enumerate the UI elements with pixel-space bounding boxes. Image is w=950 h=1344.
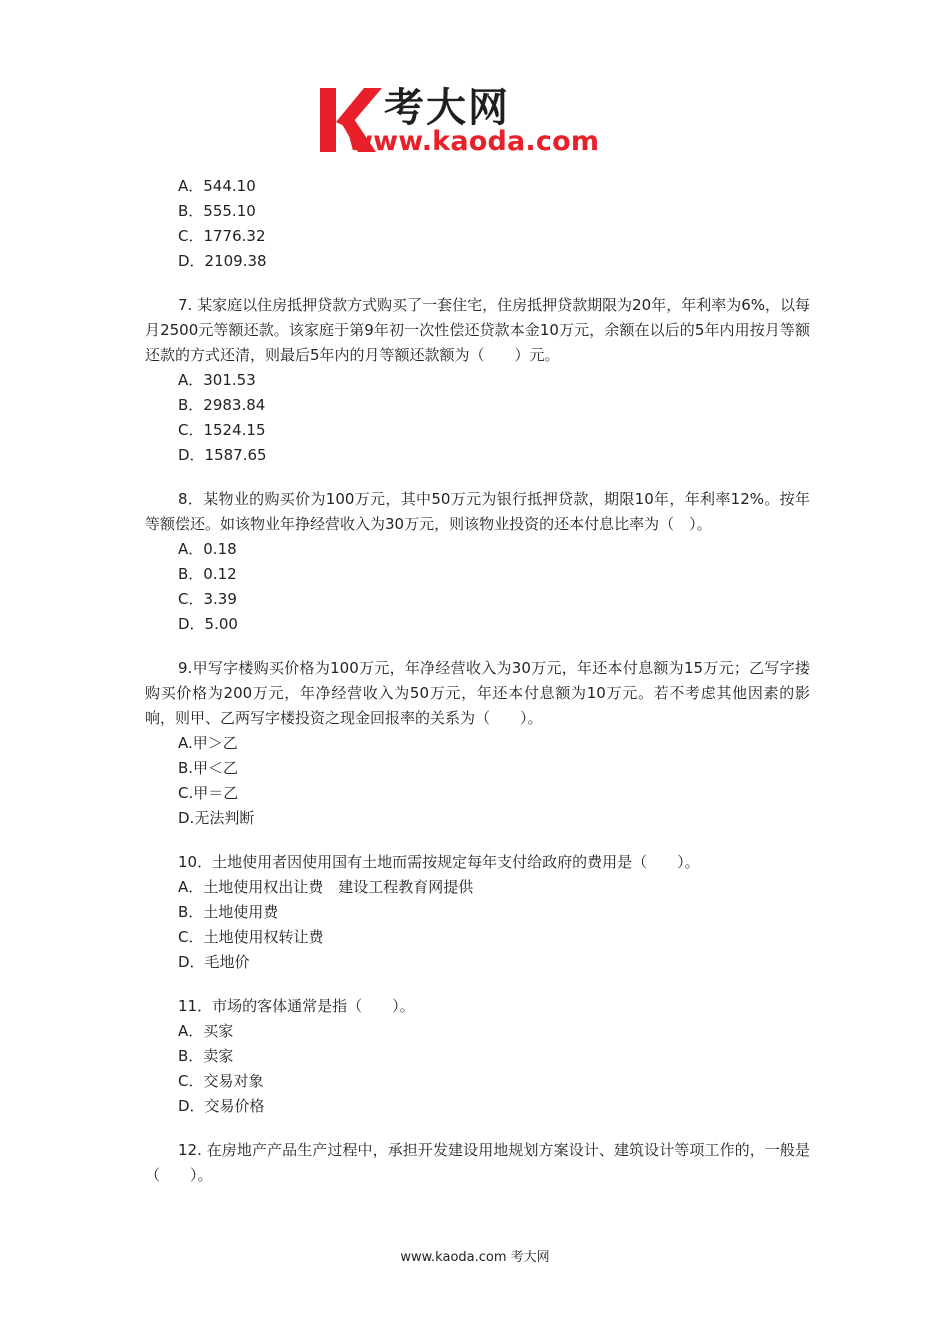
question-content [145, 174, 810, 1188]
question-text: 9.甲写字楼购买价格为100万元，年净经营收入为30万元，年还本付息额为15万元；乙写字搂购买价格为200万元，年净经营收入为50万元，年还本付息额为10万元。若不考虑其他因素的影响，则甲、乙两写字楼投资之现金回报率的关系为（ ）。 [145, 659, 810, 727]
option-b: B.甲＜乙 [178, 759, 239, 777]
question-8 [145, 487, 810, 637]
option-b: B．2983.84 [178, 396, 266, 414]
option-d: D．交易价格 [178, 1097, 265, 1115]
option-a: A．0.18 [178, 540, 237, 558]
option-b: B．卖家 [178, 1047, 234, 1065]
question-text: 10．土地使用者因使用国有土地而需按规定每年支付给政府的费用是（ ）。 [178, 853, 700, 871]
option-c: C.甲＝乙 [178, 784, 239, 802]
option-d: D．2109.38 [178, 252, 267, 270]
option-c: C．交易对象 [178, 1072, 264, 1090]
question-text: 8．某物业的购买价为100万元，其中50万元为银行抵押贷款，期限10年，年利率12%。按年等额偿还。如该物业年挣经营收入为30万元，则该物业投资的还本付息比率为（ ）。 [145, 490, 810, 533]
logo-url: www.kaoda.com [348, 126, 600, 157]
option-d: D.无法判断 [178, 809, 255, 827]
question-7 [145, 293, 810, 468]
option-c: C．1776.32 [178, 227, 266, 245]
option-b: B．555.10 [178, 202, 256, 220]
question-text: 7. 某家庭以住房抵押贷款方式购买了一套住宅，住房抵押贷款期限为20年，年利率为6%，以每月2500元等额还款。该家庭于第9年初一次性偿还贷款本金10万元，余额在以后的5年内用按月等额还款的方式还清，则最后5年内的月等额还款额为（ ）元。 [145, 296, 810, 364]
option-a: A．544.10 [178, 177, 256, 195]
kaoda-logo [318, 82, 638, 162]
option-c: C．3.39 [178, 590, 237, 608]
question-text: 11．市场的客体通常是指（ ）。 [178, 997, 415, 1015]
option-d: D．5.00 [178, 615, 238, 633]
page-footer: www.kaoda.com 考大网 [400, 1250, 550, 1265]
question-11 [145, 994, 810, 1119]
option-a: A．买家 [178, 1022, 234, 1040]
option-a: A．301.53 [178, 371, 256, 389]
question-text: 12. 在房地产产品生产过程中，承担开发建设用地规划方案设计、建筑设计等项工作的，一般是（ ）。 [145, 1141, 810, 1184]
logo-title: 考大网 [384, 85, 510, 131]
option-b: B．0.12 [178, 565, 237, 583]
option-d: D．毛地价 [178, 953, 250, 971]
q6-options [145, 174, 810, 274]
option-c: C．土地使用权转让费 [178, 928, 324, 946]
option-b: B．土地使用费 [178, 903, 279, 921]
question-12 [145, 1138, 810, 1188]
question-10 [145, 850, 810, 975]
option-a: A.甲＞乙 [178, 734, 238, 752]
question-9 [145, 656, 810, 831]
option-d: D．1587.65 [178, 446, 267, 464]
option-a: A．土地使用权出让费 建设工程教育网提供 [178, 878, 474, 896]
option-c: C．1524.15 [178, 421, 266, 439]
